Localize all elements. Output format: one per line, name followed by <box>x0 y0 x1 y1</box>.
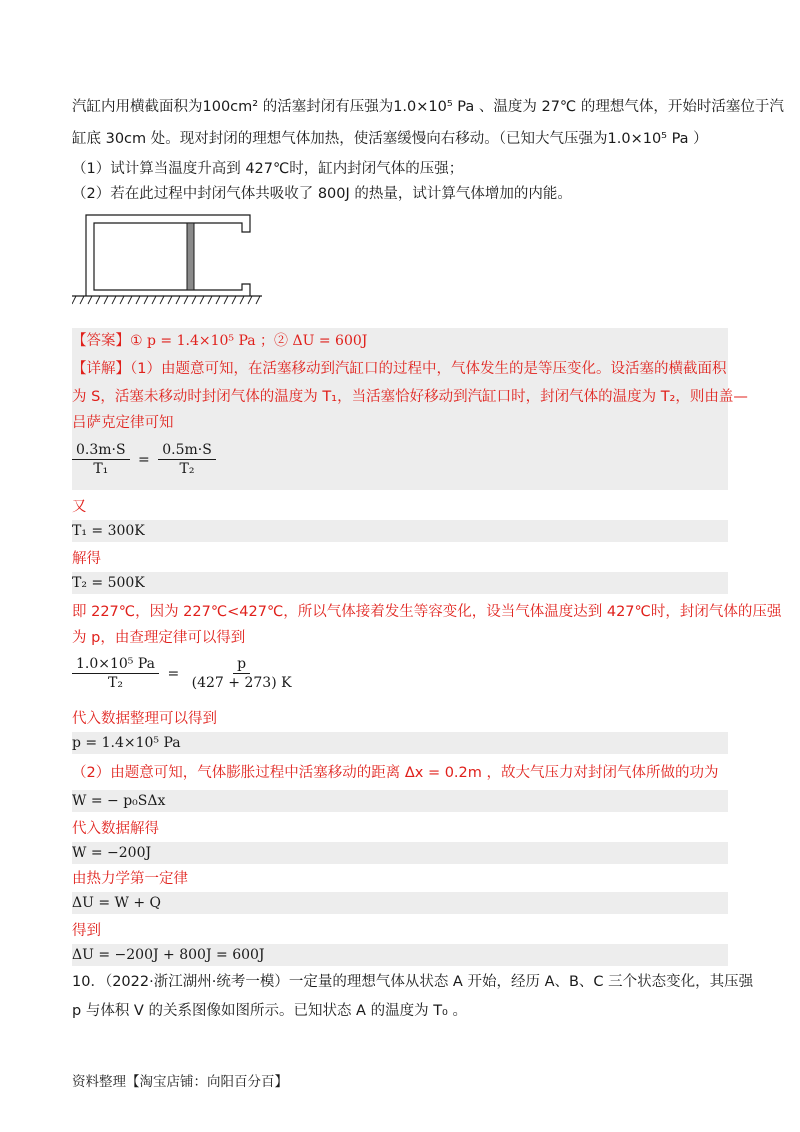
question-1: （1）试计算当温度升高到 427℃时，缸内封闭气体的压强； <box>72 161 464 177</box>
page-footer: 资料整理【淘宝店铺：向阳百分百】 <box>72 1074 288 1090</box>
part-2-line: （2）由题意可知，气体膨胀过程中活塞移动的距离 Δx = 0.2m ，故大气压力对封闭气体所做的功为 <box>72 765 719 781</box>
problem-line-1: 汽缸内用横截面积为100cm² 的活塞封闭有压强为1.0×10⁵ Pa 、温度为 27℃ 的理想气体，开始时活塞位于汽 <box>72 99 784 115</box>
fraction-denominator: (427 + 273) K <box>191 675 292 691</box>
you-text: 又 <box>72 499 87 515</box>
answer-line <box>72 330 367 352</box>
first-law-formula: ΔU = W + Q <box>72 895 162 911</box>
work-result: W = −200J <box>72 845 152 861</box>
answer-label: 【答案】 <box>72 333 130 349</box>
row-shade <box>72 842 728 864</box>
first-law-text: 由热力学第一定律 <box>72 871 188 887</box>
pressure-result: p = 1.4×10⁵ Pa <box>72 735 181 751</box>
problem-line-2: 缸底 30cm 处。现对封闭的理想气体加热，使活塞缓慢向右移动。（已知大气压强为1.0×10⁵ Pa ） <box>72 131 708 147</box>
cylinder-diagram <box>72 210 262 310</box>
t1-equation: T₁ = 300K <box>72 523 145 539</box>
fraction-numerator: 1.0×10⁵ Pa <box>72 656 159 674</box>
detail-line-3: 吕萨克定律可知 <box>72 415 174 431</box>
daoru-text-1: 代入数据整理可以得到 <box>72 711 217 727</box>
gay-lussac-equation: $\frac{0.3m\cdot S}{\text{T₁}}$ = $\frac{0.5m\cdot S}{\text{T₂}}$ <box>72 442 216 477</box>
answer-text: ① p = 1.4×10⁵ Pa ；② ΔU = 600J <box>130 333 368 349</box>
row-shade <box>72 790 728 812</box>
fraction-numerator: 0.5m·S <box>158 442 216 460</box>
work-formula: W = − p₀SΔx <box>72 793 166 809</box>
row-shade <box>72 520 728 542</box>
detail-text-1: （1）由题意可知，在活塞移动到汽缸口的过程中，气体发生的是等压变化。设活塞的横截面积 <box>130 361 727 377</box>
fraction-denominator: T₂ <box>108 675 123 691</box>
fraction-numerator: p <box>233 656 250 674</box>
daoru-text-2: 代入数据解得 <box>72 821 159 837</box>
detail-label: 【详解】 <box>72 361 130 377</box>
detail-line-5: 为 p，由查理定律可以得到 <box>72 630 246 646</box>
next-problem-line-2: p 与体积 V 的关系图像如图所示。已知状态 A 的温度为 T₀ 。 <box>72 1003 467 1019</box>
row-shade <box>72 892 728 914</box>
charles-equation: $\frac{\text{1.0×10⁵ Pa}}{\text{T₂}}$ = $\frac{p}{(427 + 273) K}$ <box>72 656 296 691</box>
detail-line-1 <box>72 358 726 380</box>
fraction-denominator: T₁ <box>93 461 109 477</box>
detail-line-2: 为 S，活塞未移动时封闭气体的温度为 T₁，当活塞恰好移动到汽缸口时，封闭气体的温度为 T₂，则由盖— <box>72 389 748 405</box>
internal-energy-result: ΔU = −200J + 800J = 600J <box>72 947 265 963</box>
dedao-text: 得到 <box>72 923 101 939</box>
detail-line-4: 即 227℃，因为 227℃<427℃，所以气体接着发生等容变化，设当气体温度达到 427℃时，封闭气体的压强 <box>72 604 782 620</box>
t2-equation: T₂ = 500K <box>72 575 145 591</box>
ground-hatch <box>72 296 260 304</box>
jiede-text: 解得 <box>72 551 101 567</box>
fraction-denominator: T₂ <box>179 461 195 477</box>
row-shade <box>72 572 728 594</box>
fraction-numerator: 0.3m·S <box>72 442 130 460</box>
next-problem-line-1: 10．（2022·浙江湖州·统考一模）一定量的理想气体从状态 A 开始，经历 A、B、C 三个状态变化，其压强 <box>72 974 754 990</box>
question-2: （2）若在此过程中封闭气体共吸收了 800J 的热量，试计算气体增加的内能。 <box>72 186 572 202</box>
piston <box>187 223 194 290</box>
